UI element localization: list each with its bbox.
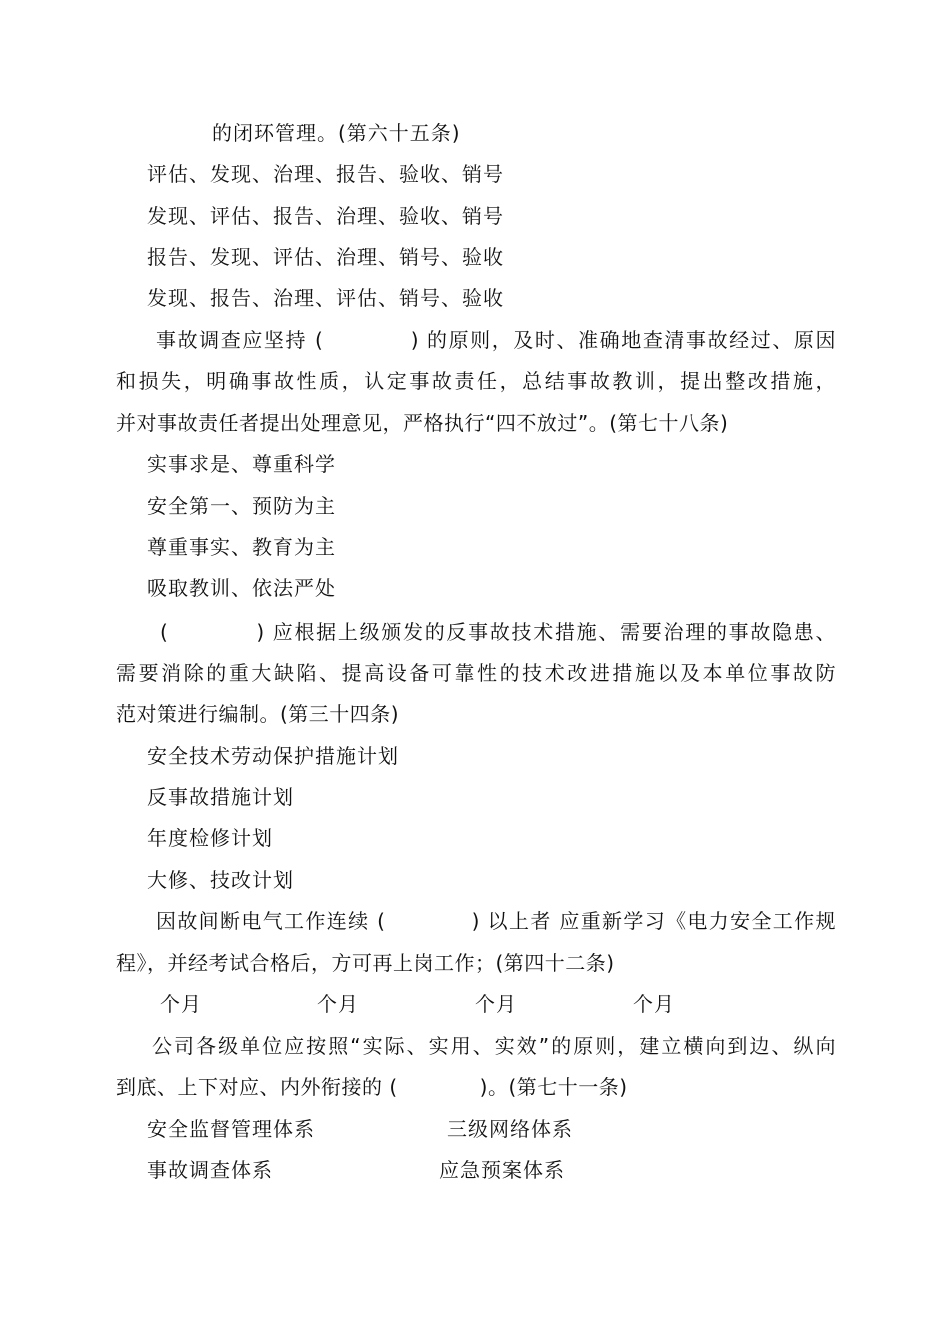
question-text-line: 范对策进行编制。(第三十四条) bbox=[116, 702, 400, 726]
option-d: 应急预案体系 bbox=[439, 1158, 565, 1182]
option-a: 评估、发现、治理、报告、验收、销号 bbox=[147, 162, 504, 186]
option-d: 吸取教训、依法严处 bbox=[147, 576, 336, 600]
question-text-line: 事故调查应坚持 ( ) 的原则，及时、准确地查清事故经过、原因 bbox=[156, 328, 836, 352]
question-text-line: 公司各级单位应按照“实际、实用、实效”的原则，建立横向到边、纵向 bbox=[152, 1034, 836, 1058]
option-d: 大修、技改计划 bbox=[147, 868, 294, 892]
option-c: 年度检修计划 bbox=[147, 826, 273, 850]
option-c: 尊重事实、教育为主 bbox=[147, 535, 336, 559]
option-a: 安全技术劳动保护措施计划 bbox=[147, 744, 399, 768]
option-b: 个月 bbox=[317, 992, 359, 1016]
question-text-line: 因故间断电气工作连续 ( ) 以上者 应重新学习《电力安全工作规 bbox=[156, 909, 836, 933]
question-text-line: 和损失，明确事故性质，认定事故责任，总结事故教训，提出整改措施， bbox=[116, 369, 836, 393]
option-b: 安全第一、预防为主 bbox=[147, 494, 336, 518]
option-c: 事故调查体系 bbox=[147, 1158, 273, 1182]
question-text-line: 到底、上下对应、内外衔接的 ( )。(第七十一条) bbox=[116, 1075, 628, 1099]
option-c: 报告、发现、评估、治理、销号、验收 bbox=[147, 245, 504, 269]
option-b: 反事故措施计划 bbox=[147, 785, 294, 809]
option-a: 安全监督管理体系 bbox=[147, 1117, 315, 1141]
question-text-line: ( ) 应根据上级颁发的反事故技术措施、需要治理的事故隐患、 bbox=[160, 620, 836, 644]
question-tail: 的闭环管理。(第六十五条) bbox=[212, 121, 461, 145]
option-d: 个月 bbox=[633, 992, 675, 1016]
option-b: 发现、评估、报告、治理、验收、销号 bbox=[147, 204, 504, 228]
option-a: 个月 bbox=[160, 992, 202, 1016]
option-d: 发现、报告、治理、评估、销号、验收 bbox=[147, 286, 504, 310]
option-c: 个月 bbox=[475, 992, 517, 1016]
question-text-line: 需要消除的重大缺陷、提高设备可靠性的技术改进措施以及本单位事故防 bbox=[116, 661, 836, 685]
question-text-line: 程》，并经考试合格后，方可再上岗工作；(第四十二条) bbox=[116, 951, 615, 975]
option-a: 实事求是、尊重科学 bbox=[147, 452, 336, 476]
question-text-line: 并对事故责任者提出处理意见，严格执行“四不放过”。(第七十八条) bbox=[116, 411, 729, 435]
option-b: 三级网络体系 bbox=[447, 1117, 573, 1141]
